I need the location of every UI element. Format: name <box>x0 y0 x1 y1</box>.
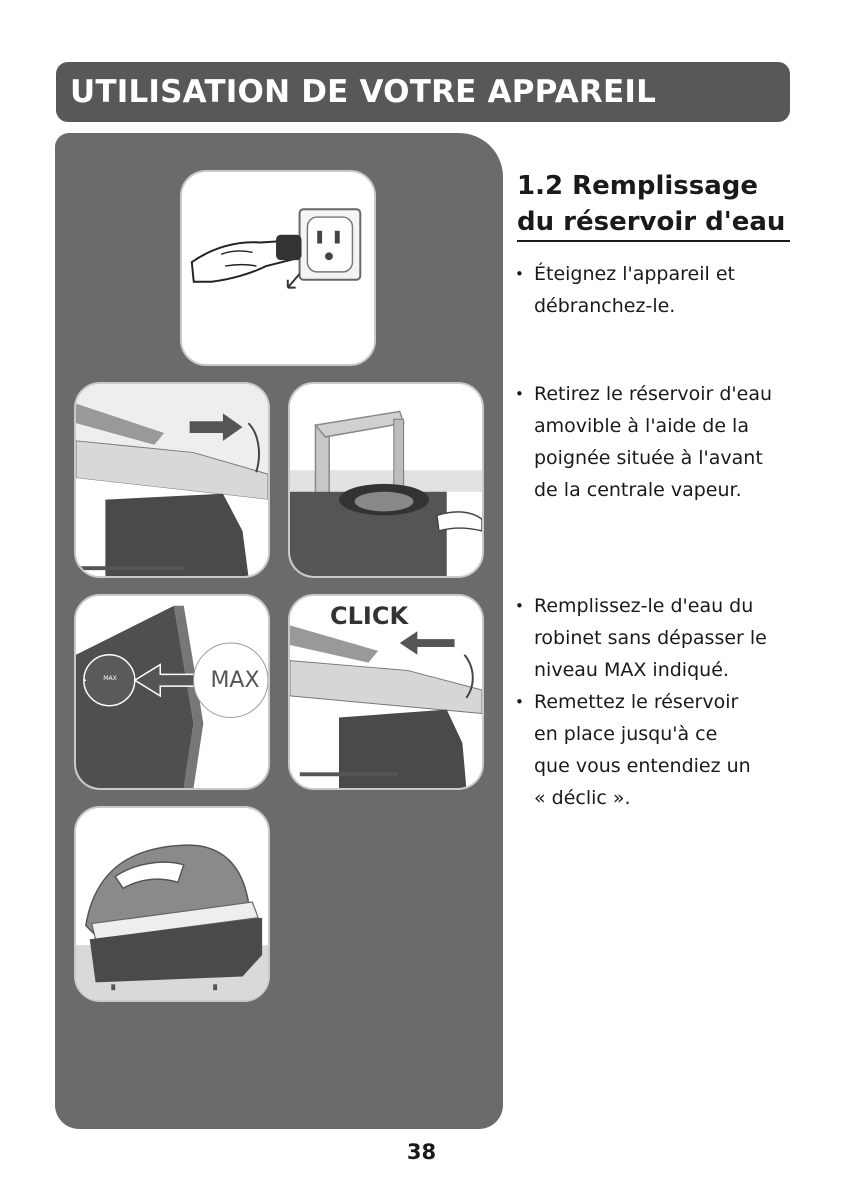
step-4-line-1: • Remettez le réservoir <box>534 691 739 713</box>
step-1-line-1: • Éteignez l'appareil et <box>534 263 735 285</box>
instruction-step-1 <box>515 258 795 322</box>
instruction-step-3 <box>515 590 795 814</box>
step-3-line-3: niveau MAX indiqué. <box>534 659 729 681</box>
illustration-iron-base <box>74 806 270 1002</box>
step-2-line-1: • Retirez le réservoir d'eau <box>534 383 773 405</box>
step-4-line-2: en place jusqu'à ce <box>534 723 718 745</box>
step-2-line-4: de la centrale vapeur. <box>534 479 742 501</box>
step-4-line-3: que vous entendiez un <box>534 755 751 777</box>
header-title: UTILISATION DE VOTRE APPAREIL <box>70 74 657 110</box>
step-2-line-3: poignée située à l'avant <box>534 447 763 469</box>
illustration-remove-tank <box>74 382 270 578</box>
section-title <box>517 168 789 240</box>
instruction-step-2 <box>515 378 795 506</box>
unplug-drawing <box>182 172 374 364</box>
max-big-label: MAX <box>210 668 260 693</box>
illustration-faucet <box>288 382 484 578</box>
list-item <box>515 686 795 814</box>
page-number: 38 <box>406 1140 437 1164</box>
step-2-line-2: amovible à l'aide de la <box>534 415 749 437</box>
click-label: CLICK <box>330 602 409 630</box>
list-item <box>515 258 795 322</box>
section-header <box>56 62 790 122</box>
illustration-unplug <box>180 170 376 366</box>
list-item <box>515 590 795 686</box>
iron-base-drawing <box>76 808 268 1000</box>
illustration-max-level <box>74 594 270 790</box>
step-3-line-1: • Remplissez-le d'eau du <box>534 595 754 617</box>
title-underline <box>517 240 790 242</box>
step-3-line-2: robinet sans dépasser le <box>534 627 767 649</box>
section-title-line1: 1.2 Remplissage <box>517 171 759 201</box>
step-4-line-4: « déclic ». <box>534 787 631 809</box>
illustration-click-tank <box>288 594 484 790</box>
section-title-line2: du réservoir d'eau <box>517 207 786 237</box>
faucet-drawing <box>290 384 482 576</box>
step-1-line-2: débranchez-le. <box>534 295 676 317</box>
list-item <box>515 378 795 506</box>
remove-tank-drawing <box>76 384 268 576</box>
max-small-label: MAX <box>86 675 134 682</box>
